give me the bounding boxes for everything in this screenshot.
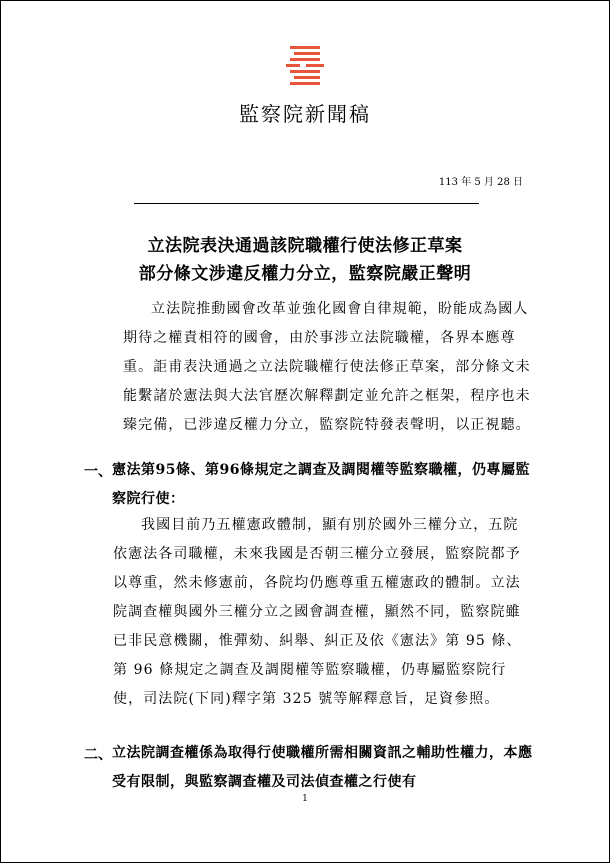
divider-line bbox=[134, 203, 479, 204]
control-yuan-logo-icon bbox=[284, 45, 326, 87]
release-date: 113 年 5 月 28 日 bbox=[438, 177, 523, 188]
intro-paragraph: 立法院推動國會改革並強化國會自律規範，盼能成為國人期待之權責相符的國會，由於事涉立法院職權，各界本應尊重。詎甫表決通過之立法院職權行使法修正草案，部分條文未能繫諸於憲法與大法官歷次解釋劃定並允許之框架，程序也未臻完備，已涉違反權力分立，監察院特發表聲明，以正視聽。 bbox=[123, 301, 531, 433]
section-1-heading: 憲法第95條、第96條規定之調查及調閱權等監察職權，仍專屬監察院行使： bbox=[112, 462, 530, 507]
title-line-2: 部分條文涉違反權力分立，監察院嚴正聲明 bbox=[138, 264, 472, 284]
organization-name: 監察院新聞稿 bbox=[239, 102, 371, 126]
section-2-number: 二、 bbox=[84, 747, 112, 763]
section-2-heading: 立法院調查權係為取得行使職權所需相關資訊之輔助性權力，本應受有限制，與監察調查權及司法偵查權之行使有 bbox=[112, 745, 533, 790]
title-line-1: 立法院表決通過該院職權行使法修正草案 bbox=[147, 236, 463, 256]
section-1-body: 我國目前乃五權憲政體制，顯有別於國外三權分立，五院依憲法各司職權，未來我國是否朝三權分立發展，監察院都予以尊重，然未修憲前，各院均仍應尊重五權憲政的體制。立法院調查權與國外三權分立之國會調查權，顯然不同，監察院雖已非民意機關，惟彈劾、糾舉、糾正及依《憲法》第 95 條、第 96 條規定之調查及調閱權等監察職權，仍專屬監察院行使，司法院(下同)釋字第 325 號等解釋意旨，足資參照。 bbox=[113, 517, 522, 707]
section-1-number: 一、 bbox=[84, 464, 112, 480]
page-number: 1 bbox=[302, 794, 308, 804]
